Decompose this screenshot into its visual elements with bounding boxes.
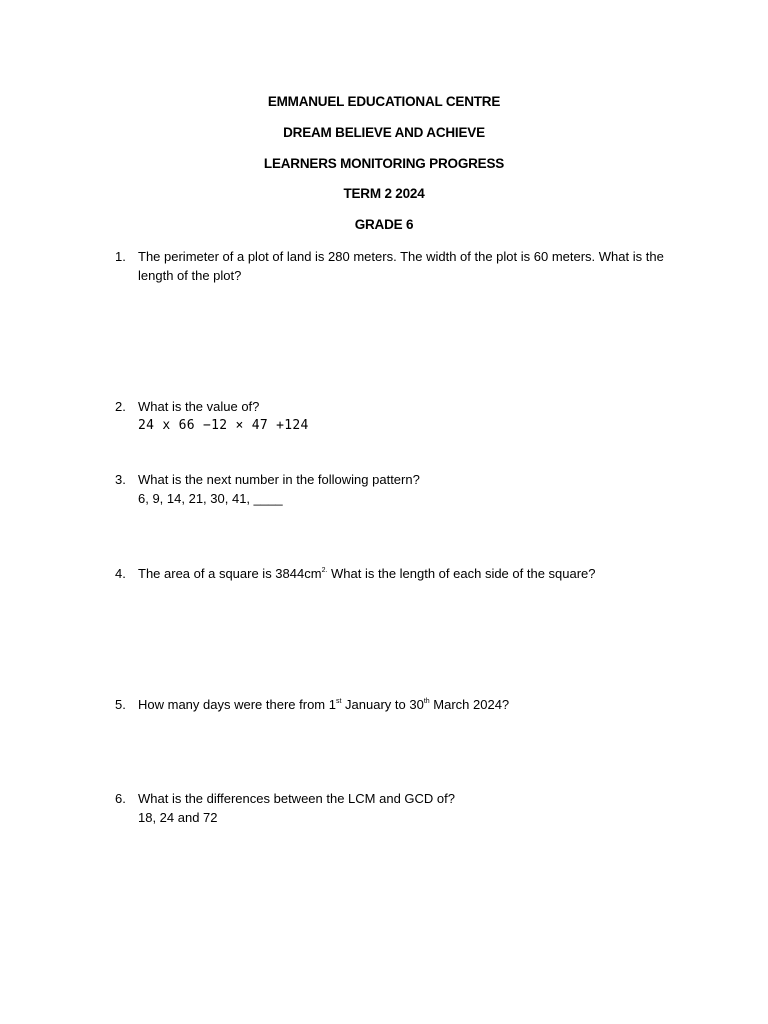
question-text: What is the differences between the LCM and GCD of? <box>138 791 455 806</box>
superscript: 2. <box>321 567 328 574</box>
term-label: TERM 2 2024 <box>343 186 425 201</box>
question-number: 6. <box>115 791 126 806</box>
question-number: 3. <box>115 472 126 487</box>
question-4 <box>115 564 675 583</box>
question-5 <box>115 695 675 714</box>
ordinal-suffix: st <box>335 698 342 705</box>
question-number: 1. <box>115 249 126 264</box>
question-1 <box>115 247 675 285</box>
question-text: The area of a square is $3844cm^{2.}$ What is the length of each side of the square? <box>138 566 596 581</box>
grade-label: GRADE 6 <box>354 217 414 232</box>
question-number: 4. <box>115 566 126 581</box>
question-6 <box>115 789 675 827</box>
question-text: The perimeter of a plot of land is 280 meters. The width of the plot is 60 meters. What is the length of the plot? <box>138 249 664 283</box>
question-text: What is the value of? <box>138 399 260 414</box>
question-3 <box>115 470 675 508</box>
document-title: LEARNERS MONITORING PROGRESS <box>263 156 505 171</box>
question-number: 5. <box>115 697 126 712</box>
math-expression: 24 x 66 −12 × 47 +124 <box>138 418 309 433</box>
number-pattern: 6, 9, 14, 21, 30, 41, ____ <box>138 491 283 506</box>
ordinal-suffix: th <box>423 698 430 705</box>
number-set: 18, 24 and 72 <box>138 810 218 825</box>
school-motto: DREAM BELIEVE AND ACHIEVE <box>283 125 485 140</box>
question-text: What is the next number in the following pattern? <box>138 472 420 487</box>
question-text: How many days were there from 1st January to 30th March 2024? <box>138 697 510 712</box>
question-2 <box>115 397 675 435</box>
school-name: EMMANUEL EDUCATIONAL CENTRE <box>267 94 501 109</box>
question-number: 2. <box>115 399 126 414</box>
